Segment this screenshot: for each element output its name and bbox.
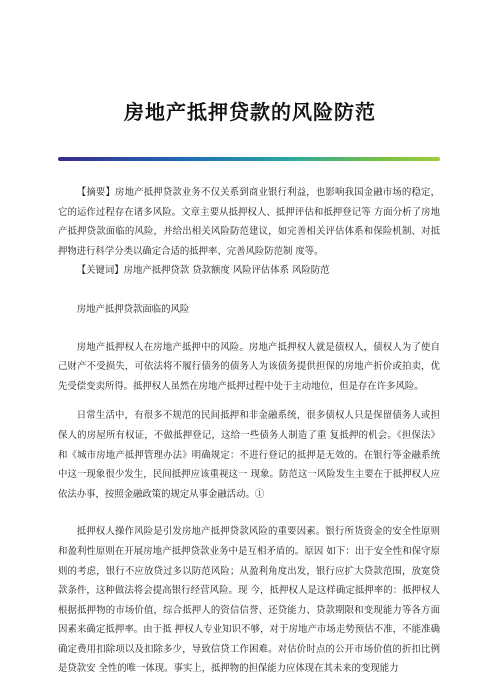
abstract-paragraph: 【摘要】房地产抵押贷款业务不仅关系到商业银行利益，也影响我国金融市场的稳定，它的运作过程存在诸多风险。文章主要从抵押权人、抵押评估和抵押登记等 方面分析了房地产抵押贷款面临的风险，并给出相关风险防范建议，如完善相关评估体系和保险机制、对抵押物进行科学分类以确定合适的抵押率、完善风险防范制 度等。 <box>58 187 440 257</box>
body-paragraph-2: 日常生活中，有很多不规范的民间抵押和非金融系统，很多债权人只是保留债务人或担保人的房屋所有权证，不做抵押登记，这给一些债务人制造了重 复抵押的机会。《担保法》和《城市房地产抵押管理办法》明确规定：不进行登记的抵押是无效的。在银行等金融系统中这一现象很少发生，民间抵押应该重视这一 现象。防范这一风险发生主要在于抵押权人应依法办事，按照金融政策的规定从事金融活动。① <box>58 410 440 500</box>
document-body <box>58 183 440 679</box>
title-divider <box>58 157 440 161</box>
keywords-paragraph: 【关键词】房地产抵押贷款 贷款额度 风险评估体系 风险防范 <box>76 265 330 277</box>
body-paragraph-3: 抵押权人操作风险是引发房地产抵押贷款风险的重要因素。银行所货资金的安全性原则和盈利性原则在开展房地产抵押贷款业务中是互相矛盾的。原因 如下：出于安全性和保守原则的考虑，银行不应放贷过多以防范风险；从盈利角度出发，银行应扩大贷款范围，放宽贷款条件，这种做法将会提高银行经营风险。现 今，抵押权人是这样确定抵押率的：抵押权人根据抵押物的市场价值，综合抵押人的资信信誉、还贷能力、贷款期限和变现能力等各方面因素来确定抵押率。由于抵 押权人专业知识不够，对于房地产市场走势预估不准，不能准确确定费用扣除项以及扣除多少，导致信贷工作困难。对估价时点的公开市场价值的折扣比例是贷款安 全性的唯一体现。事实上，抵押物的担保能力应体现在其未来的变现能力 <box>58 526 440 675</box>
document-title: 房地产抵押贷款的风险防范 <box>124 100 376 124</box>
section-heading: 房地产抵押贷款面临的风险 <box>76 303 190 315</box>
body-paragraph-1: 房地产抵押权人在房地产抵押中的风险。房地产抵押权人就是债权人，债权人为了使自己财产不受损失，可依法将不履行债务的债务人为该债务提供担保的房地产折价或拍卖，优先受偿变卖所得。抵押权人虽然在房地产抵押过程中处于主动地位，但是存在许多风险。 <box>58 341 440 392</box>
